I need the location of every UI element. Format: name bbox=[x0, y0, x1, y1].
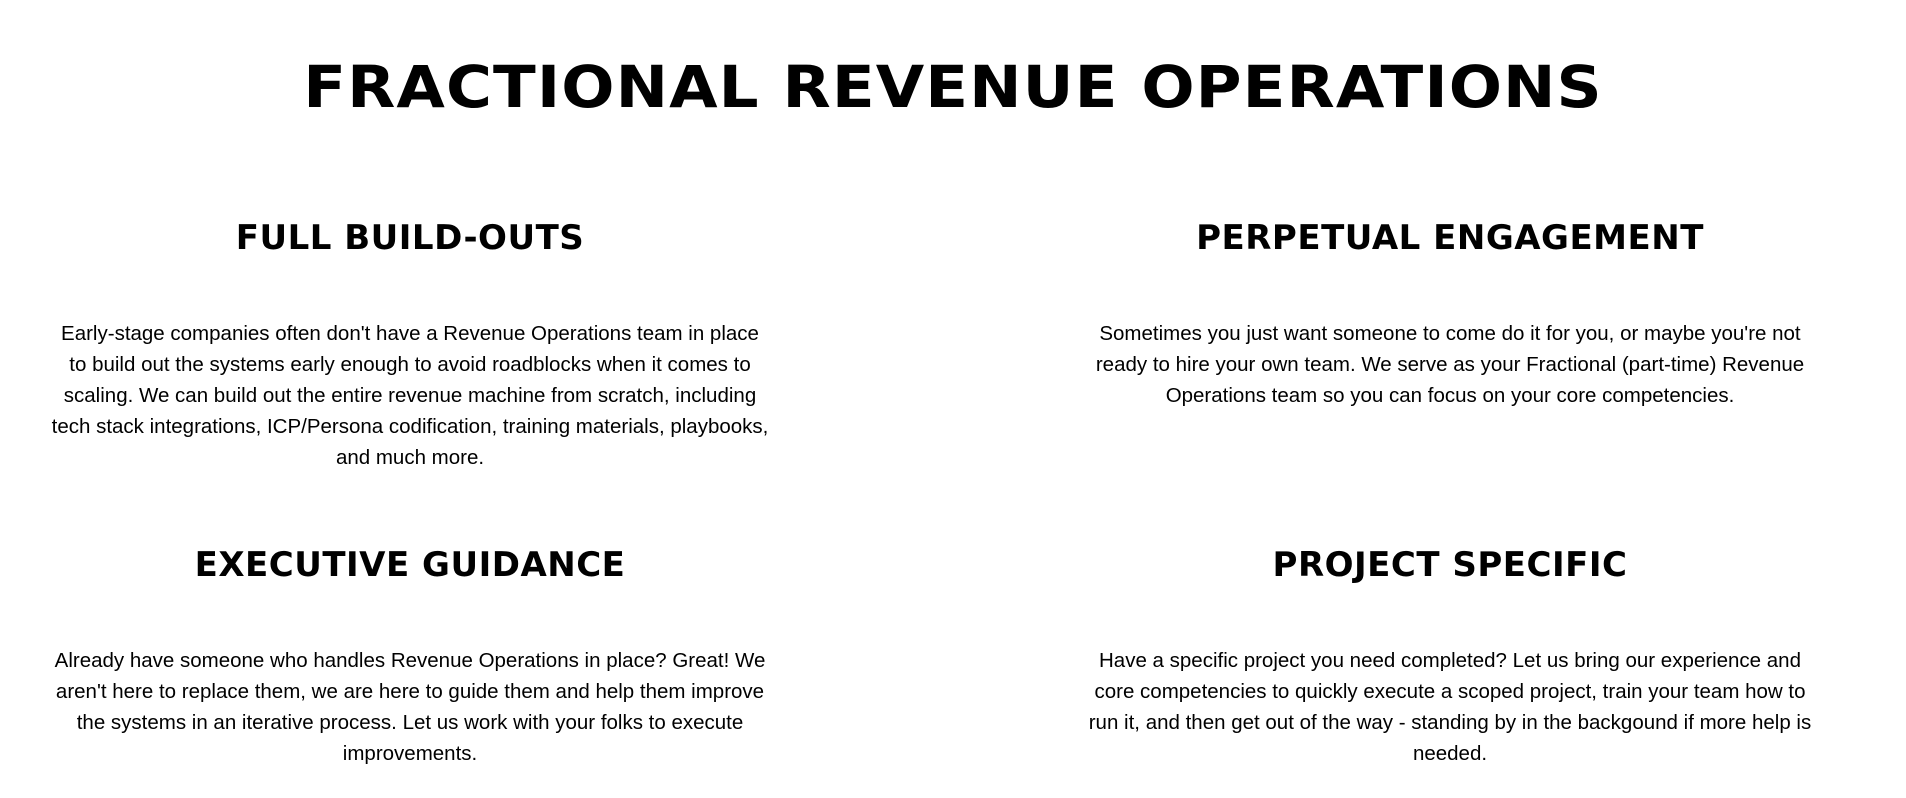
service-heading: EXECUTIVE GUIDANCE bbox=[194, 545, 626, 585]
page-title: FRACTIONAL REVENUE OPERATIONS bbox=[303, 53, 1603, 121]
service-heading: PROJECT SPECIFIC bbox=[1272, 545, 1628, 585]
spacer bbox=[1070, 587, 1830, 645]
service-heading: PERPETUAL ENGAGEMENT bbox=[1196, 218, 1704, 258]
spacer bbox=[1070, 260, 1830, 318]
service-description: Already have someone who handles Revenue Operations in place? Great! We aren't here to replace them, we are here to guide them and help them improve the systems in an iterative process. Let us work with your folks to execute improvements. bbox=[54, 649, 766, 765]
spacer bbox=[30, 587, 790, 645]
service-description: Have a specific project you need completed? Let us bring our experience and core competencies to quickly execute a scoped project, train your team how to run it, and then get out of the way - standing by in the backgound if more help is needed. bbox=[1088, 649, 1812, 765]
spacer bbox=[30, 260, 790, 318]
service-card-executive-guidance bbox=[30, 543, 790, 769]
service-description: Early-stage companies often don't have a Revenue Operations team in place to build out the systems early enough to avoid roadblocks when it comes to scaling. We can build out the entire revenue machine from scratch, including tech stack integrations, ICP/Persona codification, training materials, playbooks, and much more. bbox=[51, 322, 769, 469]
service-description: Sometimes you just want someone to come do it for you, or maybe you're not ready to hire your own team. We serve as your Fractional (part-time) Revenue Operations team so you can focus on your core competencies. bbox=[1095, 322, 1805, 407]
service-heading: FULL BUILD-OUTS bbox=[235, 218, 585, 258]
service-card-project-specific bbox=[1070, 543, 1830, 769]
service-card-perpetual-engagement bbox=[1070, 216, 1830, 411]
service-card-full-build-outs bbox=[30, 216, 790, 473]
